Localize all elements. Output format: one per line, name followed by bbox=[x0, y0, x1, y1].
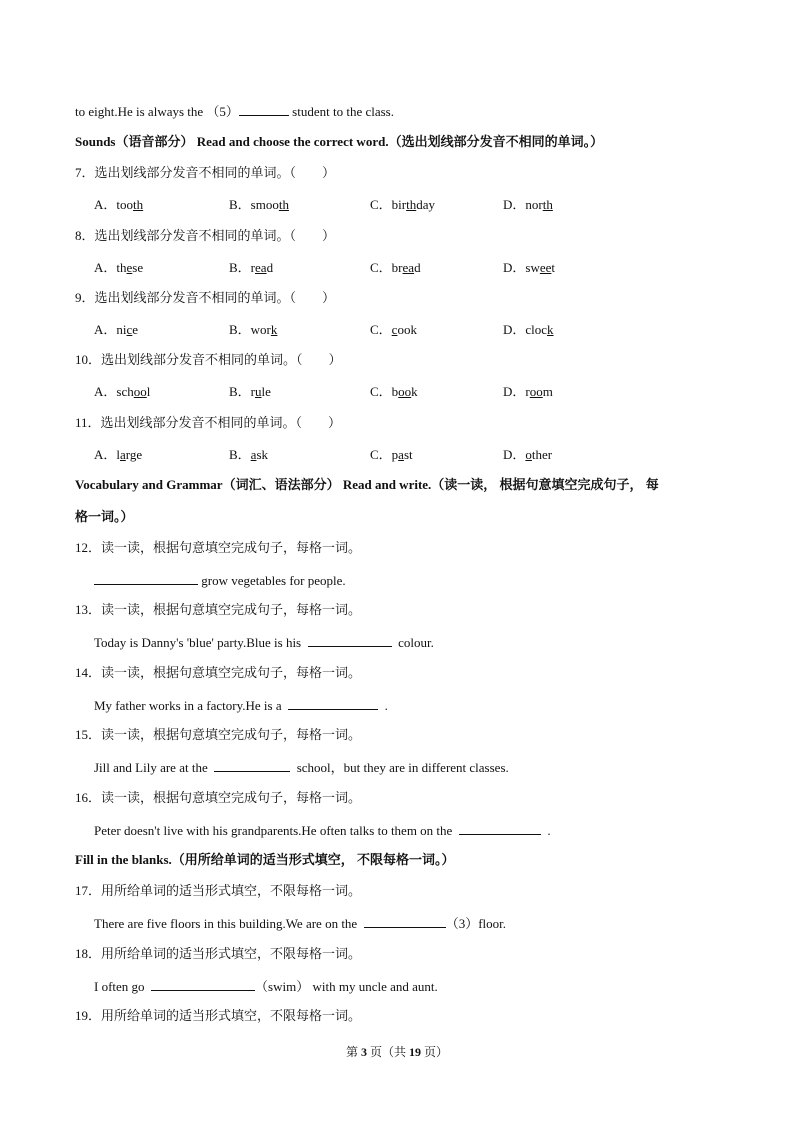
question-number: 15． bbox=[75, 727, 102, 742]
underlined-part: e bbox=[126, 260, 133, 275]
question-10 bbox=[75, 352, 342, 368]
underlined-part: ee bbox=[539, 260, 552, 275]
question-17 bbox=[75, 883, 361, 899]
question-text: 读一读，根据句意填空完成句子，每格一词。 bbox=[101, 665, 362, 680]
underlined-part: ea bbox=[402, 260, 415, 275]
word-part: l bbox=[146, 384, 151, 399]
option-a[interactable] bbox=[94, 197, 143, 213]
option-letter: D． bbox=[503, 384, 526, 399]
question-number: 19． bbox=[75, 1008, 102, 1023]
underlined-part: a bbox=[250, 447, 257, 462]
word-part: d bbox=[266, 260, 274, 275]
underlined-part: th bbox=[542, 197, 553, 212]
option-b[interactable] bbox=[229, 260, 273, 276]
word-part: rge bbox=[125, 447, 143, 462]
word-part: m bbox=[542, 384, 553, 399]
question-11 bbox=[75, 415, 341, 431]
option-letter: A． bbox=[94, 322, 117, 337]
word-part: th bbox=[116, 260, 127, 275]
option-letter: A． bbox=[94, 197, 117, 212]
word-part: br bbox=[391, 260, 403, 275]
underlined-part: k bbox=[270, 322, 278, 337]
question-text: 读一读，根据句意填空完成句子，每格一词。 bbox=[101, 540, 362, 555]
option-c[interactable] bbox=[370, 384, 418, 400]
question-number: 14． bbox=[75, 665, 102, 680]
underlined-part: th bbox=[133, 197, 144, 212]
answer-blank[interactable] bbox=[288, 697, 378, 710]
option-c[interactable] bbox=[370, 260, 421, 276]
word-part: cloc bbox=[525, 322, 548, 337]
question-number: 8． bbox=[75, 228, 95, 243]
underlined-part: k bbox=[547, 322, 554, 337]
option-letter: B． bbox=[229, 197, 251, 212]
option-letter: C． bbox=[370, 322, 392, 337]
question-number: 18． bbox=[75, 946, 102, 961]
underlined-part: u bbox=[255, 384, 262, 399]
option-d[interactable] bbox=[503, 447, 552, 463]
answer-blank[interactable] bbox=[151, 978, 255, 991]
option-letter: D． bbox=[503, 197, 526, 212]
sentence-start: I often go bbox=[94, 979, 152, 994]
underlined-part: a bbox=[120, 447, 126, 462]
question-13 bbox=[75, 602, 361, 618]
option-letter: B． bbox=[229, 260, 251, 275]
sentence-end: （swim） with my uncle and aunt. bbox=[255, 979, 438, 994]
sentence-end: . bbox=[540, 823, 551, 838]
word-part: ook bbox=[397, 322, 417, 337]
word-part: smoo bbox=[250, 197, 279, 212]
sentence-end: （3）floor. bbox=[445, 916, 507, 931]
question-9 bbox=[75, 290, 335, 306]
word-part: t bbox=[551, 260, 556, 275]
question-sentence bbox=[94, 978, 438, 995]
option-letter: B． bbox=[229, 384, 251, 399]
fill-section-header: Fill in the blanks.（用所给单词的适当形式填空， 不限每格一词。） bbox=[75, 852, 455, 867]
word-part: sw bbox=[525, 260, 540, 275]
word-part: wor bbox=[250, 322, 271, 337]
option-a[interactable] bbox=[94, 447, 142, 463]
option-c[interactable] bbox=[370, 447, 413, 463]
word-part: ther bbox=[531, 447, 553, 462]
word-part: sch bbox=[116, 384, 134, 399]
word-part: e bbox=[132, 322, 139, 337]
word-part: r bbox=[250, 260, 256, 275]
answer-blank-5[interactable] bbox=[239, 103, 289, 116]
question-number: 12． bbox=[75, 540, 102, 555]
question-18 bbox=[75, 946, 361, 962]
underlined-part: oo bbox=[529, 384, 543, 399]
option-letter: B． bbox=[229, 447, 251, 462]
option-letter: A． bbox=[94, 447, 117, 462]
continuation-text-end: student to the class. bbox=[288, 104, 394, 119]
word-part: ni bbox=[116, 322, 127, 337]
question-sentence bbox=[94, 634, 434, 651]
word-part: st bbox=[403, 447, 413, 462]
option-d[interactable] bbox=[503, 384, 553, 400]
question-sentence bbox=[94, 572, 346, 589]
underlined-part: o bbox=[525, 447, 532, 462]
sentence-start: My father works in a factory.He is a bbox=[94, 698, 289, 713]
word-part: b bbox=[391, 384, 399, 399]
sentence-end: grow vegetables for people. bbox=[198, 573, 346, 588]
option-d[interactable] bbox=[503, 322, 554, 338]
word-part: k bbox=[411, 384, 418, 399]
question-text: 选出划线部分发音不相同的单词。（ ） bbox=[94, 228, 336, 243]
word-part: bir bbox=[391, 197, 407, 212]
answer-blank[interactable] bbox=[214, 759, 290, 772]
question-sentence bbox=[94, 822, 551, 839]
word-part: r bbox=[525, 384, 530, 399]
sentence-start: There are five floors in this building.We are on the bbox=[94, 916, 364, 931]
word-part: r bbox=[250, 384, 256, 399]
question-text: 选出划线部分发音不相同的单词。（ ） bbox=[100, 415, 342, 430]
answer-blank[interactable] bbox=[459, 822, 541, 835]
option-d[interactable] bbox=[503, 197, 553, 213]
question-text: 用所给单词的适当形式填空，不限每格一词。 bbox=[101, 946, 362, 961]
underlined-part: th bbox=[278, 197, 289, 212]
question-number: 11． bbox=[75, 415, 101, 430]
option-letter: D． bbox=[503, 260, 526, 275]
question-sentence bbox=[94, 697, 388, 714]
word-part: day bbox=[416, 197, 436, 212]
option-letter: C． bbox=[370, 447, 392, 462]
sentence-start: Peter doesn't live with his grandparents.He often talks to them on the bbox=[94, 823, 459, 838]
option-a[interactable] bbox=[94, 322, 138, 338]
question-16 bbox=[75, 790, 361, 806]
question-15 bbox=[75, 727, 361, 743]
question-text: 选出划线部分发音不相同的单词。（ ） bbox=[94, 290, 336, 305]
option-b[interactable] bbox=[229, 322, 277, 338]
question-7 bbox=[75, 165, 335, 181]
answer-blank[interactable] bbox=[364, 915, 446, 928]
option-letter: A． bbox=[94, 384, 117, 399]
sentence-end: colour. bbox=[391, 635, 434, 650]
question-text: 用所给单词的适当形式填空，不限每格一词。 bbox=[101, 883, 362, 898]
option-c[interactable] bbox=[370, 197, 435, 213]
continuation-line bbox=[75, 103, 394, 120]
word-part: sk bbox=[256, 447, 269, 462]
question-number: 9． bbox=[75, 290, 95, 305]
option-letter: D． bbox=[503, 447, 526, 462]
word-part: p bbox=[391, 447, 399, 462]
question-text: 读一读，根据句意填空完成句子，每格一词。 bbox=[101, 602, 362, 617]
vocab-section-header-cont: 格一词。） bbox=[75, 509, 134, 524]
option-letter: B． bbox=[229, 322, 251, 337]
underlined-part: oo bbox=[398, 384, 412, 399]
underlined-part: oo bbox=[133, 384, 147, 399]
option-b[interactable] bbox=[229, 197, 289, 213]
question-number: 16． bbox=[75, 790, 102, 805]
option-letter: C． bbox=[370, 384, 392, 399]
page-total: 19 bbox=[409, 1045, 421, 1059]
option-a[interactable] bbox=[94, 384, 150, 400]
sentence-end: . bbox=[378, 698, 388, 713]
question-text: 用所给单词的适当形式填空，不限每格一词。 bbox=[101, 1008, 362, 1023]
continuation-text: to eight.He is always the （5） bbox=[75, 104, 239, 119]
option-c[interactable] bbox=[370, 322, 417, 338]
answer-blank[interactable] bbox=[94, 572, 198, 585]
option-letter: C． bbox=[370, 197, 392, 212]
sounds-section-header: Sounds（语音部分） Read and choose the correct word.（选出划线部分发音不相同的单词。） bbox=[75, 134, 604, 149]
option-a[interactable] bbox=[94, 260, 143, 276]
word-part: too bbox=[116, 197, 134, 212]
option-b[interactable] bbox=[229, 447, 268, 463]
question-sentence bbox=[94, 915, 506, 932]
sentence-end: school，but they are in different classes. bbox=[290, 760, 509, 775]
question-8 bbox=[75, 228, 335, 244]
word-part: le bbox=[261, 384, 271, 399]
question-number: 7． bbox=[75, 165, 95, 180]
page-number: 3 bbox=[360, 1045, 367, 1059]
question-text: 选出划线部分发音不相同的单词。（ ） bbox=[94, 165, 336, 180]
word-part: nor bbox=[525, 197, 543, 212]
option-letter: A． bbox=[94, 260, 117, 275]
question-number: 17． bbox=[75, 883, 102, 898]
sentence-start: Jill and Lily are at the bbox=[94, 760, 215, 775]
sentence-start: Today is Danny's 'blue' party.Blue is his bbox=[94, 635, 308, 650]
question-12 bbox=[75, 540, 361, 556]
underlined-part: c bbox=[126, 322, 133, 337]
option-d[interactable] bbox=[503, 260, 555, 276]
page-footer: 第 3 页（共 19 页） bbox=[345, 1045, 449, 1059]
vocab-section-header: Vocabulary and Grammar（词汇、语法部分） Read and write.（读一读， 根据句意填空完成句子， 每 bbox=[75, 477, 659, 492]
word-part: se bbox=[132, 260, 144, 275]
word-part: d bbox=[414, 260, 421, 275]
question-text: 读一读，根据句意填空完成句子，每格一词。 bbox=[101, 727, 362, 742]
question-14 bbox=[75, 665, 361, 681]
question-number: 13． bbox=[75, 602, 102, 617]
underlined-part: th bbox=[406, 197, 417, 212]
question-sentence bbox=[94, 759, 509, 776]
option-b[interactable] bbox=[229, 384, 271, 400]
option-letter: D． bbox=[503, 322, 526, 337]
question-number: 10． bbox=[75, 352, 102, 367]
answer-blank[interactable] bbox=[308, 634, 392, 647]
underlined-part: c bbox=[391, 322, 398, 337]
underlined-part: a bbox=[398, 447, 404, 462]
word-part: l bbox=[116, 447, 121, 462]
underlined-part: ea bbox=[255, 260, 267, 275]
question-text: 读一读，根据句意填空完成句子，每格一词。 bbox=[101, 790, 362, 805]
question-text: 选出划线部分发音不相同的单词。（ ） bbox=[101, 352, 342, 367]
option-letter: C． bbox=[370, 260, 392, 275]
question-19 bbox=[75, 1008, 361, 1024]
